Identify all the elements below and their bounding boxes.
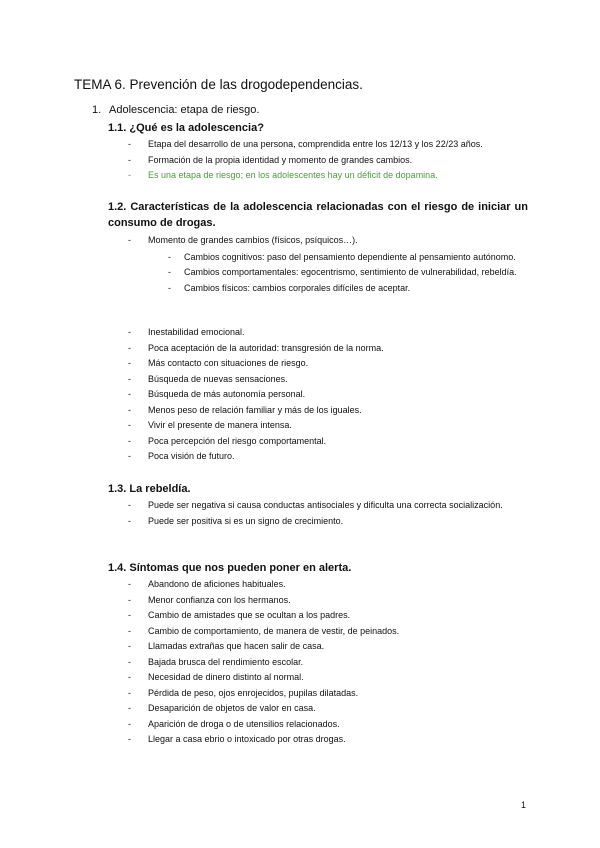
subsection-heading-1-3: 1.3. La rebeldía. [108, 483, 191, 495]
list-item: - Vivir el presente de manera intensa. [128, 418, 528, 434]
section-number: 1. [92, 104, 102, 116]
list-item: - Pérdida de peso, ojos enrojecidos, pupilas dilatadas. [128, 686, 528, 702]
dash-marker: - [128, 500, 131, 510]
page-number: 1 [521, 800, 527, 810]
list-item-highlighted: - Es una etapa de riesgo; en los adolescentes hay un déficit de dopamina. [128, 168, 528, 184]
dash-marker: - [128, 451, 131, 461]
list-item: - Etapa del desarrollo de una persona, comprendida entre los 12/13 y los 22/23 años. [128, 137, 528, 153]
dash-marker: - [128, 170, 131, 180]
list-item: - Puede ser negativa si causa conductas antisociales y dificulta una correcta socialización. [128, 498, 528, 514]
subsection-heading-1-1: 1.1. ¿Qué es la adolescencia? [108, 122, 264, 134]
dash-marker: - [128, 435, 131, 446]
dash-marker: - [168, 282, 171, 293]
dash-marker: - [128, 327, 131, 337]
dash-marker: - [128, 656, 131, 667]
subsection-heading-1-4: 1.4. Síntomas que nos pueden poner en alerta. [108, 562, 352, 574]
list-item: - Poca aceptación de la autoridad: transgresión de la norma. [128, 341, 528, 357]
list-item: - Más contacto con situaciones de riesgo. [128, 356, 528, 372]
list-item: - Menor confianza con los hermanos. [128, 593, 528, 609]
list-1-4 [128, 577, 528, 748]
dash-marker: - [128, 515, 131, 526]
list-item: - Poca visión de futuro. [128, 449, 528, 465]
list-item: - Puede ser positiva si es un signo de crecimiento. [128, 514, 528, 530]
dash-marker: - [168, 251, 171, 262]
list-1-2-rest [128, 325, 528, 465]
sublist-cambios [168, 250, 528, 297]
sublist-item: - Cambios comportamentales: egocentrismo, sentimiento de vulnerabilidad, rebeldía. [168, 265, 530, 281]
list-item: - Cambio de amistades que se ocultan a los padres. [128, 608, 528, 624]
sublist-item: - Cambios cognitivos: paso del pensamiento dependiente al pensamiento autónomo. [168, 250, 530, 266]
dash-marker: - [128, 594, 131, 605]
dash-marker: - [128, 154, 131, 165]
dash-marker: - [128, 641, 131, 651]
list-item: - Cambio de comportamiento, de manera de vestir, de peinados. [128, 624, 528, 640]
dash-marker: - [128, 235, 131, 245]
section-title: Adolescencia: etapa de riesgo. [109, 104, 260, 116]
list-item: - Necesidad de dinero distinto al normal. [128, 670, 528, 686]
list-1-1 [128, 137, 528, 184]
dash-marker: - [128, 687, 131, 698]
list-item: - Poca percepción del riesgo comportamental. [128, 434, 528, 450]
dash-marker: - [128, 672, 131, 682]
dash-marker: - [128, 404, 131, 415]
dash-marker: - [128, 625, 131, 636]
dash-marker: - [128, 373, 131, 384]
list-item: - Búsqueda de más autonomía personal. [128, 387, 528, 403]
list-item: - Llegar a casa ebrio o intoxicado por otras drogas. [128, 732, 528, 748]
dash-marker: - [128, 703, 131, 713]
list-item: - Aparición de droga o de utensilios relacionados. [128, 717, 528, 733]
dash-marker: - [128, 420, 131, 430]
list-item: - Momento de grandes cambios (físicos, psíquicos…). - Cambios cognitivos: paso del pensamiento dependiente al pensamiento autónomo. - Cambios comportamentales: egocentrismo, sentimiento de vulnerabilidad, rebeldía. - Cambios físicos: cambios corporales difíciles de aceptar. [128, 233, 528, 296]
dash-marker: - [128, 579, 131, 589]
list-item: - Búsqueda de nuevas sensaciones. [128, 372, 528, 388]
list-1-2 [128, 233, 528, 296]
dash-marker: - [128, 734, 131, 744]
dash-marker: - [128, 610, 131, 620]
list-item: - Desaparición de objetos de valor en casa. [128, 701, 528, 717]
subsection-heading-1-2: 1.2. Características de la adolescencia relacionadas con el riesgo de iniciar un consumo de drogas. [108, 201, 528, 229]
dash-marker: - [128, 389, 131, 399]
list-item: - Inestabilidad emocional. [128, 325, 528, 341]
list-item: - Llamadas extrañas que hacen salir de casa. [128, 639, 528, 655]
dash-marker: - [128, 342, 131, 353]
section-heading-adolescencia [92, 104, 259, 116]
sublist-item: - Cambios físicos: cambios corporales difíciles de aceptar. [168, 281, 530, 297]
document-title: TEMA 6. Prevención de las drogodependencias. [74, 77, 363, 92]
list-1-3 [128, 498, 528, 529]
dash-marker: - [128, 139, 131, 149]
dash-marker: - [128, 358, 131, 368]
list-item: - Abandono de aficiones habituales. [128, 577, 528, 593]
list-item: - Bajada brusca del rendimiento escolar. [128, 655, 528, 671]
dash-marker: - [128, 718, 131, 729]
list-item: - Formación de la propia identidad y momento de grandes cambios. [128, 153, 528, 169]
list-item: - Menos peso de relación familiar y más de los iguales. [128, 403, 528, 419]
dash-marker: - [168, 267, 171, 277]
